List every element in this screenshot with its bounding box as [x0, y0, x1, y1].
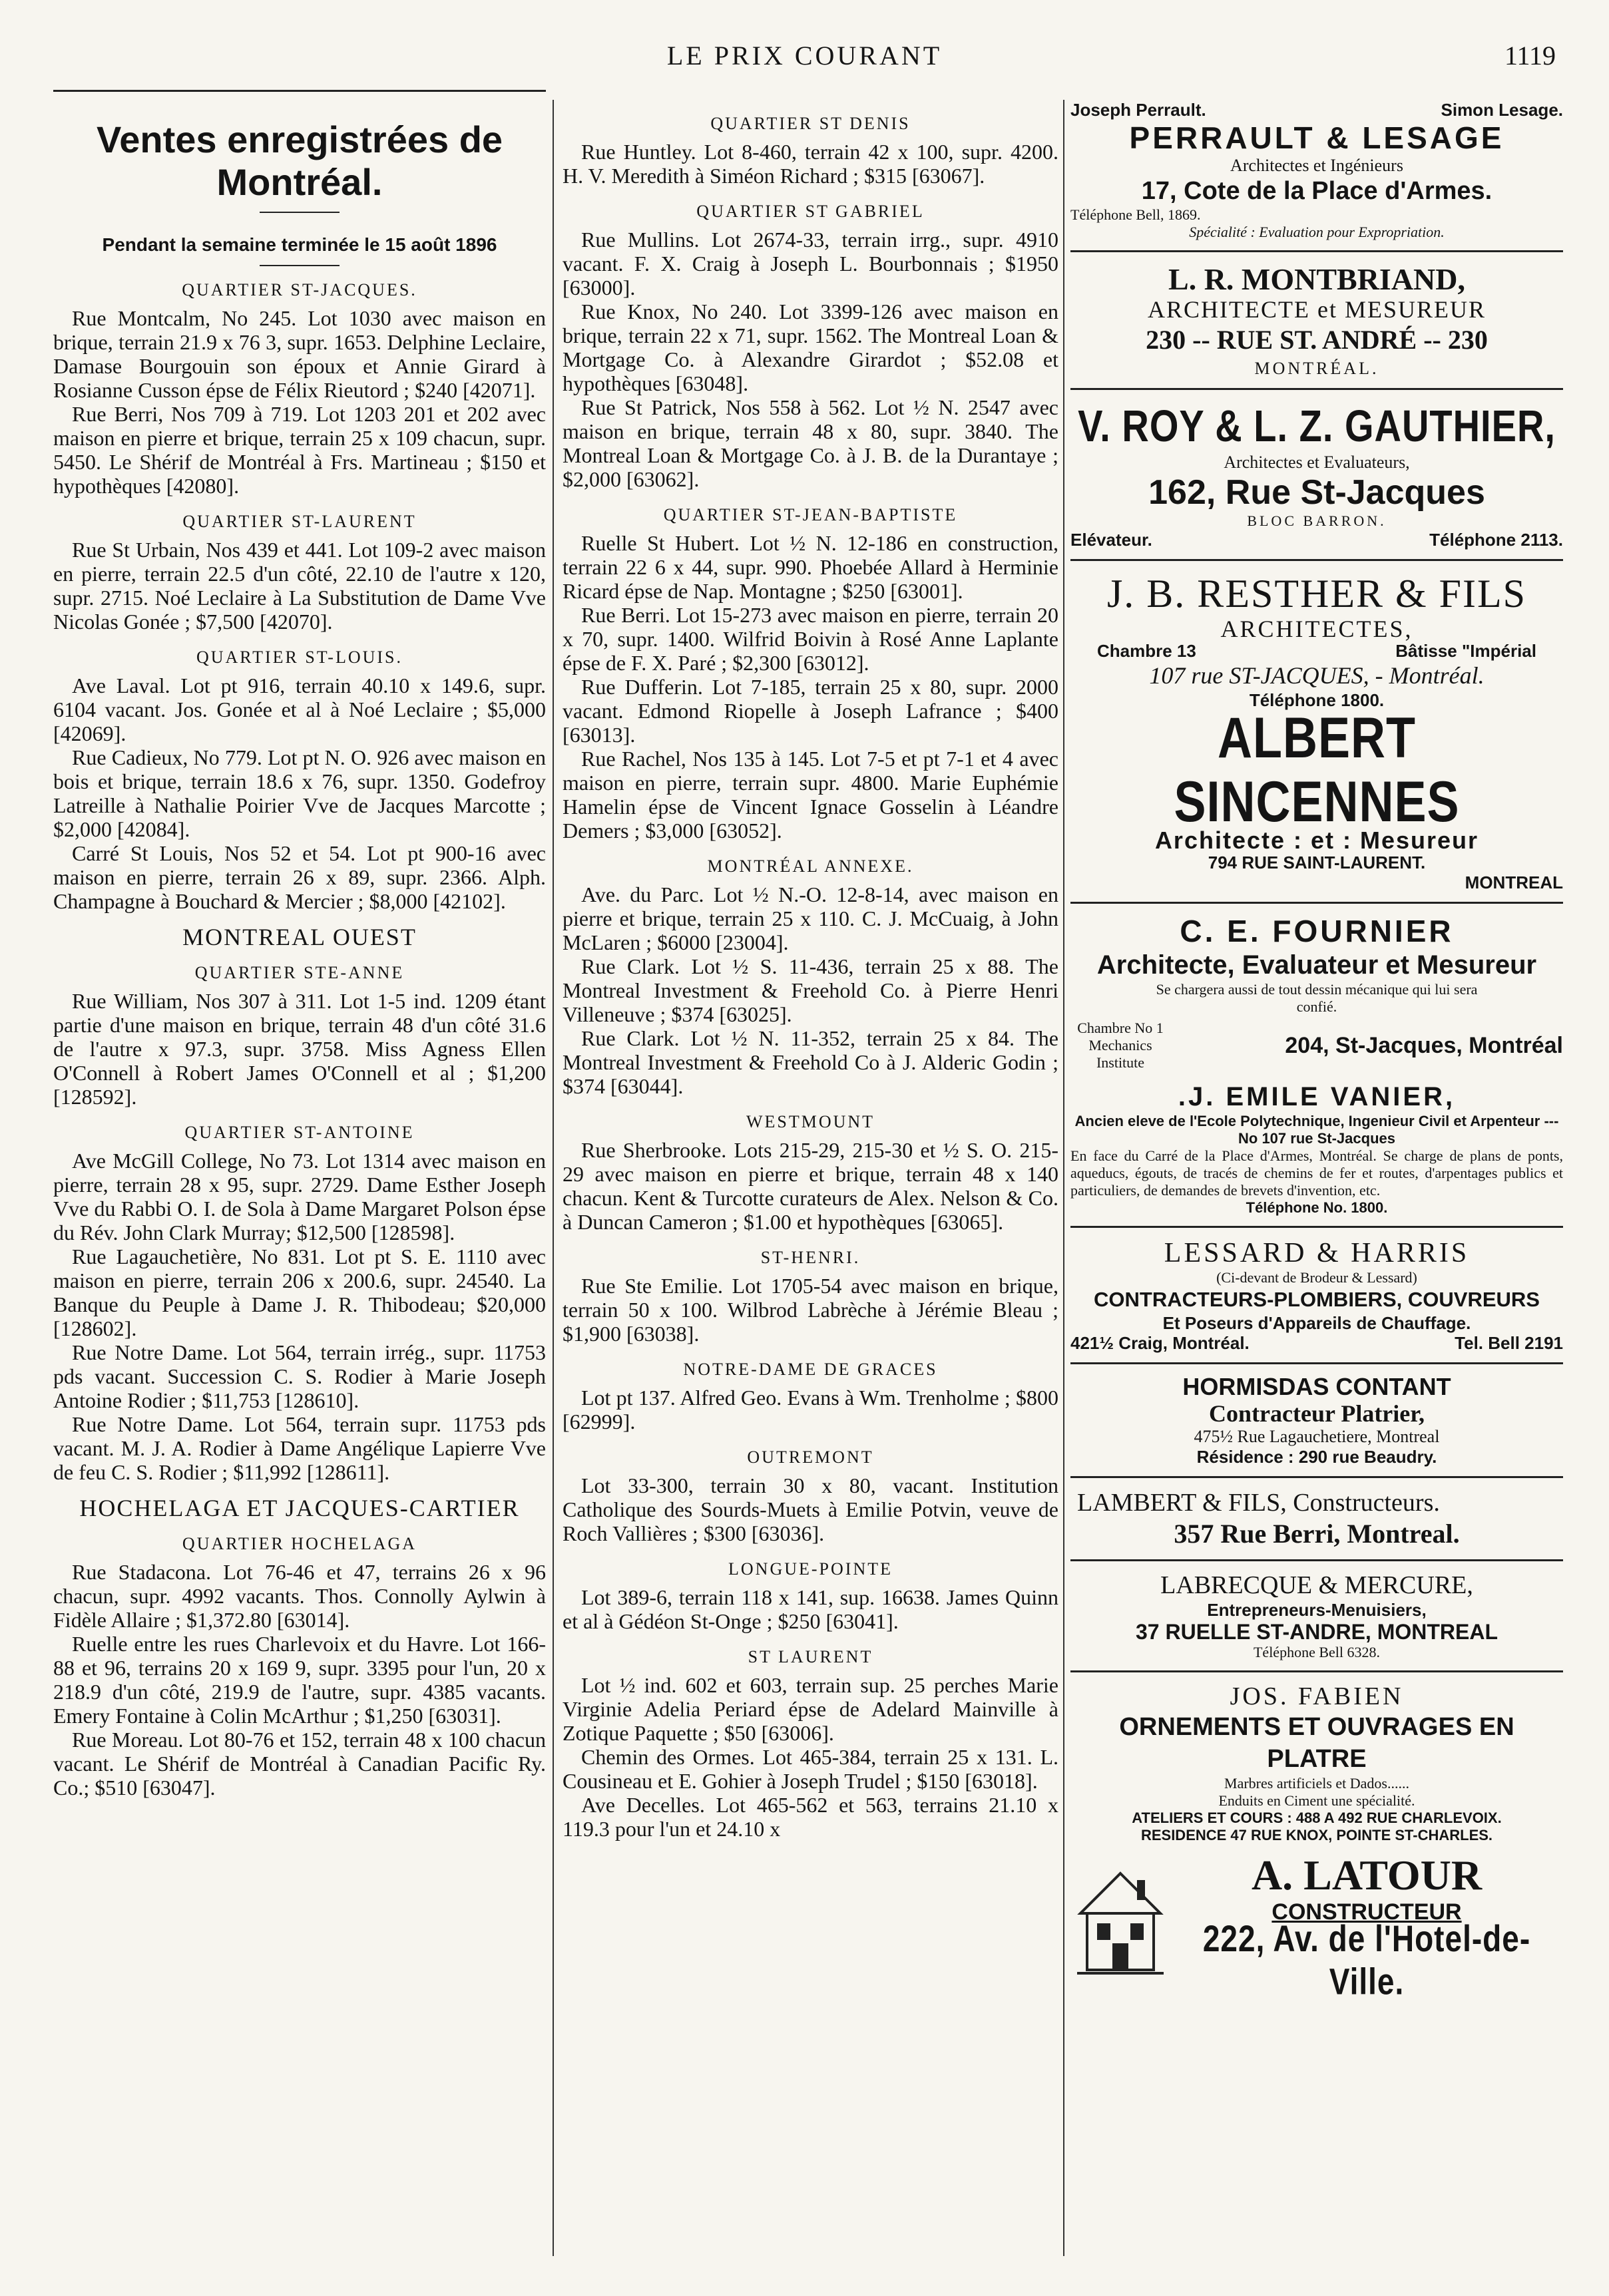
- sale-entry: Lot 389-6, terrain 118 x 141, sup. 16638. James Quinn et al à Gédéon St-Onge ; $250 [63041].: [563, 1585, 1058, 1633]
- sale-entry: Rue Clark. Lot ½ S. 11-436, terrain 25 x 88. The Montreal Investment & Freehold Co. à Pierre Henri Villeneuve ; $374 [63025].: [563, 954, 1058, 1026]
- sale-entry: Ruelle St Hubert. Lot ½ N. 12-186 en construction, terrain 22 6 x 44, supr. 990. Phoebée Allard à Herminie Ricard épse de Nap. Montagne ; $250 [63001].: [563, 531, 1058, 603]
- ad-firm: HORMISDAS CONTANT: [1182, 1373, 1451, 1400]
- ad-address: 794 RUE SAINT-LAURENT.: [1208, 853, 1426, 872]
- ad-divider: [1070, 902, 1563, 904]
- ad-firm: JOS. FABIEN: [1230, 1682, 1404, 1710]
- sale-entry: Rue Stadacona. Lot 76-46 et 47, terrains 26 x 96 chacun, supr. 4992 vacants. Thos. Connolly Aylwin à Fidèle Allaire ; $1,372.80 [63014].: [53, 1560, 546, 1632]
- ad-lambert: [1070, 1487, 1563, 1550]
- ad-line1: Marbres artificiels et Dados......: [1224, 1775, 1409, 1792]
- ad-ateliers: ATELIERS ET COURS : 488 A 492 RUE CHARLEVOIX.: [1132, 1810, 1502, 1826]
- sale-entry: Rue Knox, No 240. Lot 3399-126 avec maison en brique, terrain 22 x 71, supr. 1562. The Montreal Loan & Mortgage Co. à Alexandre Girardot ; $52.08 et hypothèques [63048].: [563, 299, 1058, 395]
- page-heading: Ventes enregistrées de Montréal.: [96, 118, 503, 203]
- ad-residence: Résidence : 290 rue Beaudry.: [1196, 1447, 1437, 1467]
- ad-role: ARCHITECTES,: [1220, 616, 1413, 642]
- ad-firm: J. B. RESTHER & FILS: [1106, 572, 1527, 616]
- ad-labrecque: [1070, 1571, 1563, 1661]
- column-rule: [1063, 100, 1064, 2256]
- ad-building: Bâtisse "Impérial: [1395, 641, 1536, 661]
- ad-phone: Téléphone 1800.: [1249, 690, 1385, 710]
- sale-entry: Lot 33-300, terrain 30 x 80, vacant. Institution Catholique des Sourds-Muets à Emilie Potvin, veuve de Roch Vallières ; $300 [63036].: [563, 1473, 1058, 1545]
- ad-firm: .J. EMILE VANIER,: [1178, 1082, 1456, 1111]
- sale-entry: Rue Dufferin. Lot 7-185, terrain 25 x 80, supr. 2000 vacant. Edmond Riopelle à Joseph Lafrance ; $400 [63013].: [563, 675, 1058, 747]
- sale-entry: Rue Rachel, Nos 135 à 145. Lot 7-5 et pt 7-1 et 4 avec maison en pierre, terrain supr. 4800. Marie Euphémie Hamelin épse de Vincent Ignace Gosselin à Léandre Demers ; $3,000 [63052].: [563, 747, 1058, 843]
- sale-entry: Rue Notre Dame. Lot 564, terrain supr. 11753 pds vacant. M. J. A. Rodier à Dame Angélique Lapierre Vve de feu C. S. Rodier ; $11,992 [128611].: [53, 1412, 546, 1484]
- section-heading: OUTREMONT: [747, 1447, 874, 1467]
- house-engraving-icon: [1070, 1867, 1170, 1980]
- ad-phone: Téléphone No. 1800.: [1246, 1199, 1388, 1216]
- ad-address: 162, Rue St-Jacques: [1148, 473, 1485, 512]
- ad-phone: Téléphone Bell 6328.: [1253, 1644, 1380, 1660]
- ad-firm: LAMBERT & FILS, Constructeurs.: [1077, 1489, 1440, 1517]
- sale-entry: Rue Moreau. Lot 80-76 et 152, terrain 48 x 100 chacun vacant. Le Shérif de Montréal à Canadian Pacific Ry. Co.; $510 [63047].: [53, 1728, 546, 1800]
- ad-elevator: Elévateur.: [1070, 530, 1152, 550]
- ad-firm: A. LATOUR: [1251, 1851, 1483, 1899]
- ad-fabien: [1070, 1682, 1563, 1844]
- section-heading: MONTRÉAL ANNEXE.: [707, 857, 914, 876]
- ad-role: Architectes et Ingénieurs: [1230, 156, 1403, 175]
- ad-lessard-harris: [1070, 1237, 1563, 1353]
- week-subheading: Pendant la semaine terminée le 15 août 1896: [102, 234, 497, 255]
- sale-entry: Ave Laval. Lot pt 916, terrain 40.10 x 149.6, supr. 6104 vacant. Jos. Gonée et al à Noé Leclaire ; $5,000 [42069].: [53, 673, 546, 745]
- ad-resther: [1070, 570, 1563, 710]
- ad-name-left: Joseph Perrault.: [1070, 100, 1206, 120]
- ad-role: CONSTRUCTEUR: [1271, 1899, 1462, 1925]
- ad-firm: V. ROY & L. Z. GAUTHIER,: [1078, 400, 1556, 451]
- ad-residence: RESIDENCE 47 RUE KNOX, POINTE ST-CHARLES.: [1140, 1827, 1493, 1843]
- ad-role: ARCHITECTE et MESUREUR: [1148, 296, 1486, 323]
- running-head: [0, 40, 1609, 80]
- sections: [53, 278, 546, 1800]
- ad-room: Chambre 13: [1097, 641, 1196, 661]
- page-number: 1119: [1504, 41, 1556, 71]
- ad-role: Entrepreneurs-Menuisiers,: [1207, 1600, 1427, 1620]
- sale-entry: Rue Clark. Lot ½ N. 11-352, terrain 25 x 84. The Montreal Investment & Freehold Co à J. Alderic Godin ; $374 [63044].: [563, 1026, 1058, 1098]
- ad-firm: PERRAULT & LESAGE: [1129, 120, 1504, 155]
- ad-address: 204, St-Jacques, Montréal: [1285, 1033, 1563, 1058]
- section-heading: QUARTIER STE-ANNE: [194, 963, 405, 982]
- sale-entry: Rue Sherbrooke. Lots 215-29, 215-30 et ½ S. O. 215-29 avec maison en pierre et brique, terrain 48 x 140 chacun. Kent & Turcotte curateurs de Alex. Nelson & Co. à Duncan Cameron ; $1.00 et hypothèques [63065].: [563, 1138, 1058, 1234]
- ad-role: Contracteur Platrier,: [1209, 1400, 1425, 1427]
- ad-firm: ALBERT SINCENNES: [1174, 706, 1460, 834]
- ad-formerly: (Ci-devant de Brodeur & Lessard): [1216, 1269, 1417, 1286]
- ad-sub: Et Poseurs d'Appareils de Chauffage.: [1162, 1313, 1471, 1333]
- ad-address: 222, Av. de l'Hotel-de-Ville.: [1202, 1917, 1531, 2003]
- section-heading: ST LAURENT: [748, 1647, 873, 1666]
- sale-entry: Rue St Patrick, Nos 558 à 562. Lot ½ N. 2547 avec maison en brique, terrain 48 x 80, supr. 3840. The Montreal Loan & Mortgage Co. à J. B. de la Durantaye ; $2,000 [63062].: [563, 395, 1058, 491]
- ad-role: Architecte, Evaluateur et Mesureur: [1096, 950, 1537, 980]
- ad-address: 421½ Craig, Montréal.: [1070, 1333, 1250, 1353]
- section-heading: LONGUE-POINTE: [728, 1559, 893, 1579]
- ad-roy-gauthier: [1070, 399, 1563, 550]
- ad-divider: [1070, 1476, 1563, 1478]
- ad-address: 107 rue ST-JACQUES, - Montréal.: [1149, 662, 1485, 689]
- ad-city: MONTREAL: [1465, 872, 1563, 892]
- ad-sincennes: [1070, 706, 1563, 892]
- ad-bloc: BLOC BARRON.: [1247, 512, 1387, 529]
- section-heading: QUARTIER ST DENIS: [710, 114, 911, 133]
- divider: [260, 265, 340, 266]
- section-heading: QUARTIER ST-LAURENT: [182, 512, 417, 531]
- journal-title: LE PRIX COURANT: [666, 41, 943, 71]
- ad-contant: [1070, 1374, 1563, 1467]
- sale-entry: Rue Ste Emilie. Lot 1705-54 avec maison en brique, terrain 50 x 100. Wilbrod Labrèche à Jérémie Bleau ; $1,900 [63038].: [563, 1274, 1058, 1346]
- ad-side-note: Chambre No 1 Mechanics Institute: [1077, 1020, 1164, 1071]
- ad-note: Se chargera aussi de tout dessin mécanique qui lui sera confié.: [1156, 981, 1478, 1015]
- sale-entry: Carré St Louis, Nos 52 et 54. Lot pt 900-16 avec maison en pierre, terrain 26 x 89, supr. 2366. Alph. Champagne à Bouchard & Mercier ; $8,000 [42102].: [53, 841, 546, 913]
- sale-entry: Rue Berri, Nos 709 à 719. Lot 1203 201 et 202 avec maison en pierre et brique, terrain 25 x 109 chacun, supr. 5450. Le Shérif de Montréal à Frs. Martineau ; $150 et hypothèques [42080].: [53, 402, 546, 498]
- ad-city: MONTRÉAL.: [1254, 359, 1379, 378]
- ad-divider: [1070, 1670, 1563, 1672]
- ad-address: 475½ Rue Lagauchetiere, Montreal: [1194, 1427, 1440, 1446]
- sections: [563, 112, 1058, 1841]
- section-heading: WESTMOUNT: [746, 1112, 875, 1131]
- sale-entry: Rue Mullins. Lot 2674-33, terrain irrg., supr. 4910 vacant. F. X. Craig à Joseph L. Bourbonnais ; $1950 [63000].: [563, 228, 1058, 299]
- sale-entry: Ave McGill College, No 73. Lot 1314 avec maison en pierre, terrain 28 x 95, supr. 2729. Dame Esther Joseph Vve du Rabbi O. I. de Sola à Dame Margaret Polson épse du Rév. John Clark Murray; $12,500 [128598].: [53, 1149, 546, 1244]
- sale-entry: Rue Notre Dame. Lot 564, terrain irrég., supr. 11753 pds vacant. Succession C. S. Rodier à Marie Joseph Antoine Rodier ; $11,753 [128610].: [53, 1340, 546, 1412]
- ad-line2: En face du Carré de la Place d'Armes, Montréal. Se charge de plans de ponts, aqueducs, égouts, de tracés de chemins de fer et routes, d'arpentages publics et particuliers, de demandes de brevets d'invention, etc.: [1070, 1147, 1563, 1199]
- ad-line2: Enduits en Ciment une spécialité.: [1218, 1792, 1415, 1809]
- ad-specialty: Spécialité : Evaluation pour Expropriation.: [1189, 224, 1445, 240]
- ad-address: 357 Rue Berri, Montreal.: [1174, 1519, 1460, 1549]
- section-heading: QUARTIER ST-JEAN-BAPTISTE: [663, 505, 958, 524]
- ad-latour: [1070, 1851, 1563, 2003]
- ad-perrault-lesage: [1070, 100, 1563, 241]
- ad-phone: Téléphone 2113.: [1429, 530, 1563, 550]
- section-heading: QUARTIER ST-LOUIS.: [196, 648, 403, 667]
- ad-role: ORNEMENTS ET OUVRAGES EN PLATRE: [1119, 1713, 1514, 1773]
- ad-firm: C. E. FOURNIER: [1180, 914, 1454, 948]
- ad-montbriand: [1070, 262, 1563, 379]
- sale-entry: Ruelle entre les rues Charlevoix et du Havre. Lot 166-88 et 96, terrains 20 x 169 9, supr. 3395 pour l'un, 20 x 218.9 d'un côté, 219.9 de l'autre, supr. 4385 vacants. Emery Fontaine à Colin McArthur ; $1,250 [63031].: [53, 1632, 546, 1728]
- top-rule: [53, 90, 546, 92]
- ad-divider: [1070, 388, 1563, 390]
- ad-firm: LESSARD & HARRIS: [1164, 1238, 1470, 1268]
- sale-entry: Lot pt 137. Alfred Geo. Evans à Wm. Trenholme ; $800 [62999].: [563, 1386, 1058, 1434]
- sale-entry: Rue Lagauchetière, No 831. Lot pt S. E. 1110 avec maison en pierre, terrain 206 x 200.6, supr. 24540. La Banque du Peuple à Dame J. R. Thibodeau; $20,000 [128602].: [53, 1244, 546, 1340]
- section-heading: QUARTIER ST-ANTOINE: [184, 1123, 415, 1142]
- section-heading: ST-HENRI.: [760, 1248, 861, 1267]
- ad-divider: [1070, 1362, 1563, 1364]
- sale-entry: Rue St Urbain, Nos 439 et 441. Lot 109-2 avec maison en pierre, terrain 22.5 d'un côté, 22.10 de l'autre x 120, supr. 2715. Noé Leclaire à La Substitution de Dame Vve Nicolas Gonée ; $7,500 [42070].: [53, 538, 546, 634]
- sale-entry: Rue William, Nos 307 à 311. Lot 1-5 ind. 1209 étant partie d'une maison en brique, terrain 48 d'un côté 31.6 de l'autre x 97.3, supr. 3758. Miss Agness Ellen O'Connell à Robert James O'Connell et al ; $1,200 [128592].: [53, 989, 546, 1109]
- ad-vanier: [1070, 1081, 1563, 1217]
- ad-role: Architecte : et : Mesureur: [1154, 827, 1479, 854]
- section-heading: QUARTIER ST GABRIEL: [696, 202, 925, 221]
- ad-firm: LABRECQUE & MERCURE,: [1160, 1571, 1473, 1599]
- section-heading: NOTRE-DAME DE GRACES: [683, 1360, 938, 1379]
- ad-divider: [1070, 559, 1563, 561]
- section-heading: QUARTIER ST-JACQUES.: [182, 280, 417, 299]
- sale-entry: Ave Decelles. Lot 465-562 et 563, terrains 21.10 x 119.3 pour l'un et 24.10 x: [563, 1793, 1058, 1841]
- sale-entry: Rue Montcalm, No 245. Lot 1030 avec maison en brique, terrain 21.9 x 76 3, supr. 1653. Delphine Leclaire, Damase Bourgouin son époux et Annie Girard à Rosianne Cusson épse de Félix Rieutord ; $240 [42071].: [53, 306, 546, 402]
- column-sales-1: [53, 100, 546, 2263]
- ad-line1: Ancien eleve de l'Ecole Polytechnique, Ingenieur Civil et Arpenteur --- No 107 rue St-Jacques: [1074, 1113, 1559, 1147]
- ad-address: 230 -- RUE ST. ANDRÉ -- 230: [1146, 325, 1488, 355]
- ad-address: 37 RUELLE ST-ANDRE, MONTREAL: [1135, 1620, 1498, 1644]
- ad-divider: [1070, 1226, 1563, 1228]
- ad-divider: [1070, 250, 1563, 252]
- ad-name-right: Simon Lesage.: [1441, 100, 1563, 120]
- ad-address: 17, Cote de la Place d'Armes.: [1141, 177, 1493, 205]
- column-sales-2: [563, 100, 1058, 2263]
- divider: [260, 212, 340, 213]
- ad-phone: Tel. Bell 2191: [1455, 1333, 1563, 1353]
- sale-entry: Rue Cadieux, No 779. Lot pt N. O. 926 avec maison en bois et brique, terrain 18.6 x 76, supr. 1350. Godefroy Latreille à Nathalie Poirier Vve de Jacques Marcotte ; $2,000 [42084].: [53, 745, 546, 841]
- ad-phone: Téléphone Bell, 1869.: [1070, 206, 1201, 223]
- column-advertisements: [1070, 100, 1563, 2263]
- section-heading: MONTREAL OUEST: [182, 924, 417, 950]
- section-heading: HOCHELAGA ET JACQUES-CARTIER: [79, 1495, 520, 1521]
- sale-entry: Rue Berri. Lot 15-273 avec maison en pierre, terrain 20 x 70, supr. 1400. Wilfrid Boivin à Rosé Anne Laplante épse de F. X. Paré ; $2,300 [63012].: [563, 603, 1058, 675]
- section-heading: QUARTIER HOCHELAGA: [182, 1534, 417, 1553]
- sale-entry: Chemin des Ormes. Lot 465-384, terrain 25 x 131. L. Cousineau et E. Gohier à Joseph Trudel ; $150 [63018].: [563, 1745, 1058, 1793]
- sale-entry: Lot ½ ind. 602 et 603, terrain sup. 25 perches Marie Virginie Adelia Periard épse de Adelard Mainville à Zotique Paquette ; $50 [63006].: [563, 1673, 1058, 1745]
- sale-entry: Ave. du Parc. Lot ½ N.-O. 12-8-14, avec maison en pierre et brique, terrain 25 x 110. C. J. McCuaig, à John McLaren ; $6000 [23004].: [563, 882, 1058, 954]
- ad-divider: [1070, 1559, 1563, 1561]
- ad-role: CONTRACTEURS-PLOMBIERS, COUVREURS: [1094, 1288, 1540, 1311]
- ad-role: Architectes et Evaluateurs,: [1224, 453, 1410, 472]
- sale-entry: Rue Huntley. Lot 8-460, terrain 42 x 100, supr. 4200. H. V. Meredith à Siméon Richard ; $315 [63067].: [563, 140, 1058, 188]
- ad-firm: L. R. MONTBRIAND,: [1168, 262, 1465, 296]
- ad-fournier: [1070, 913, 1563, 1071]
- column-rule: [553, 100, 554, 2256]
